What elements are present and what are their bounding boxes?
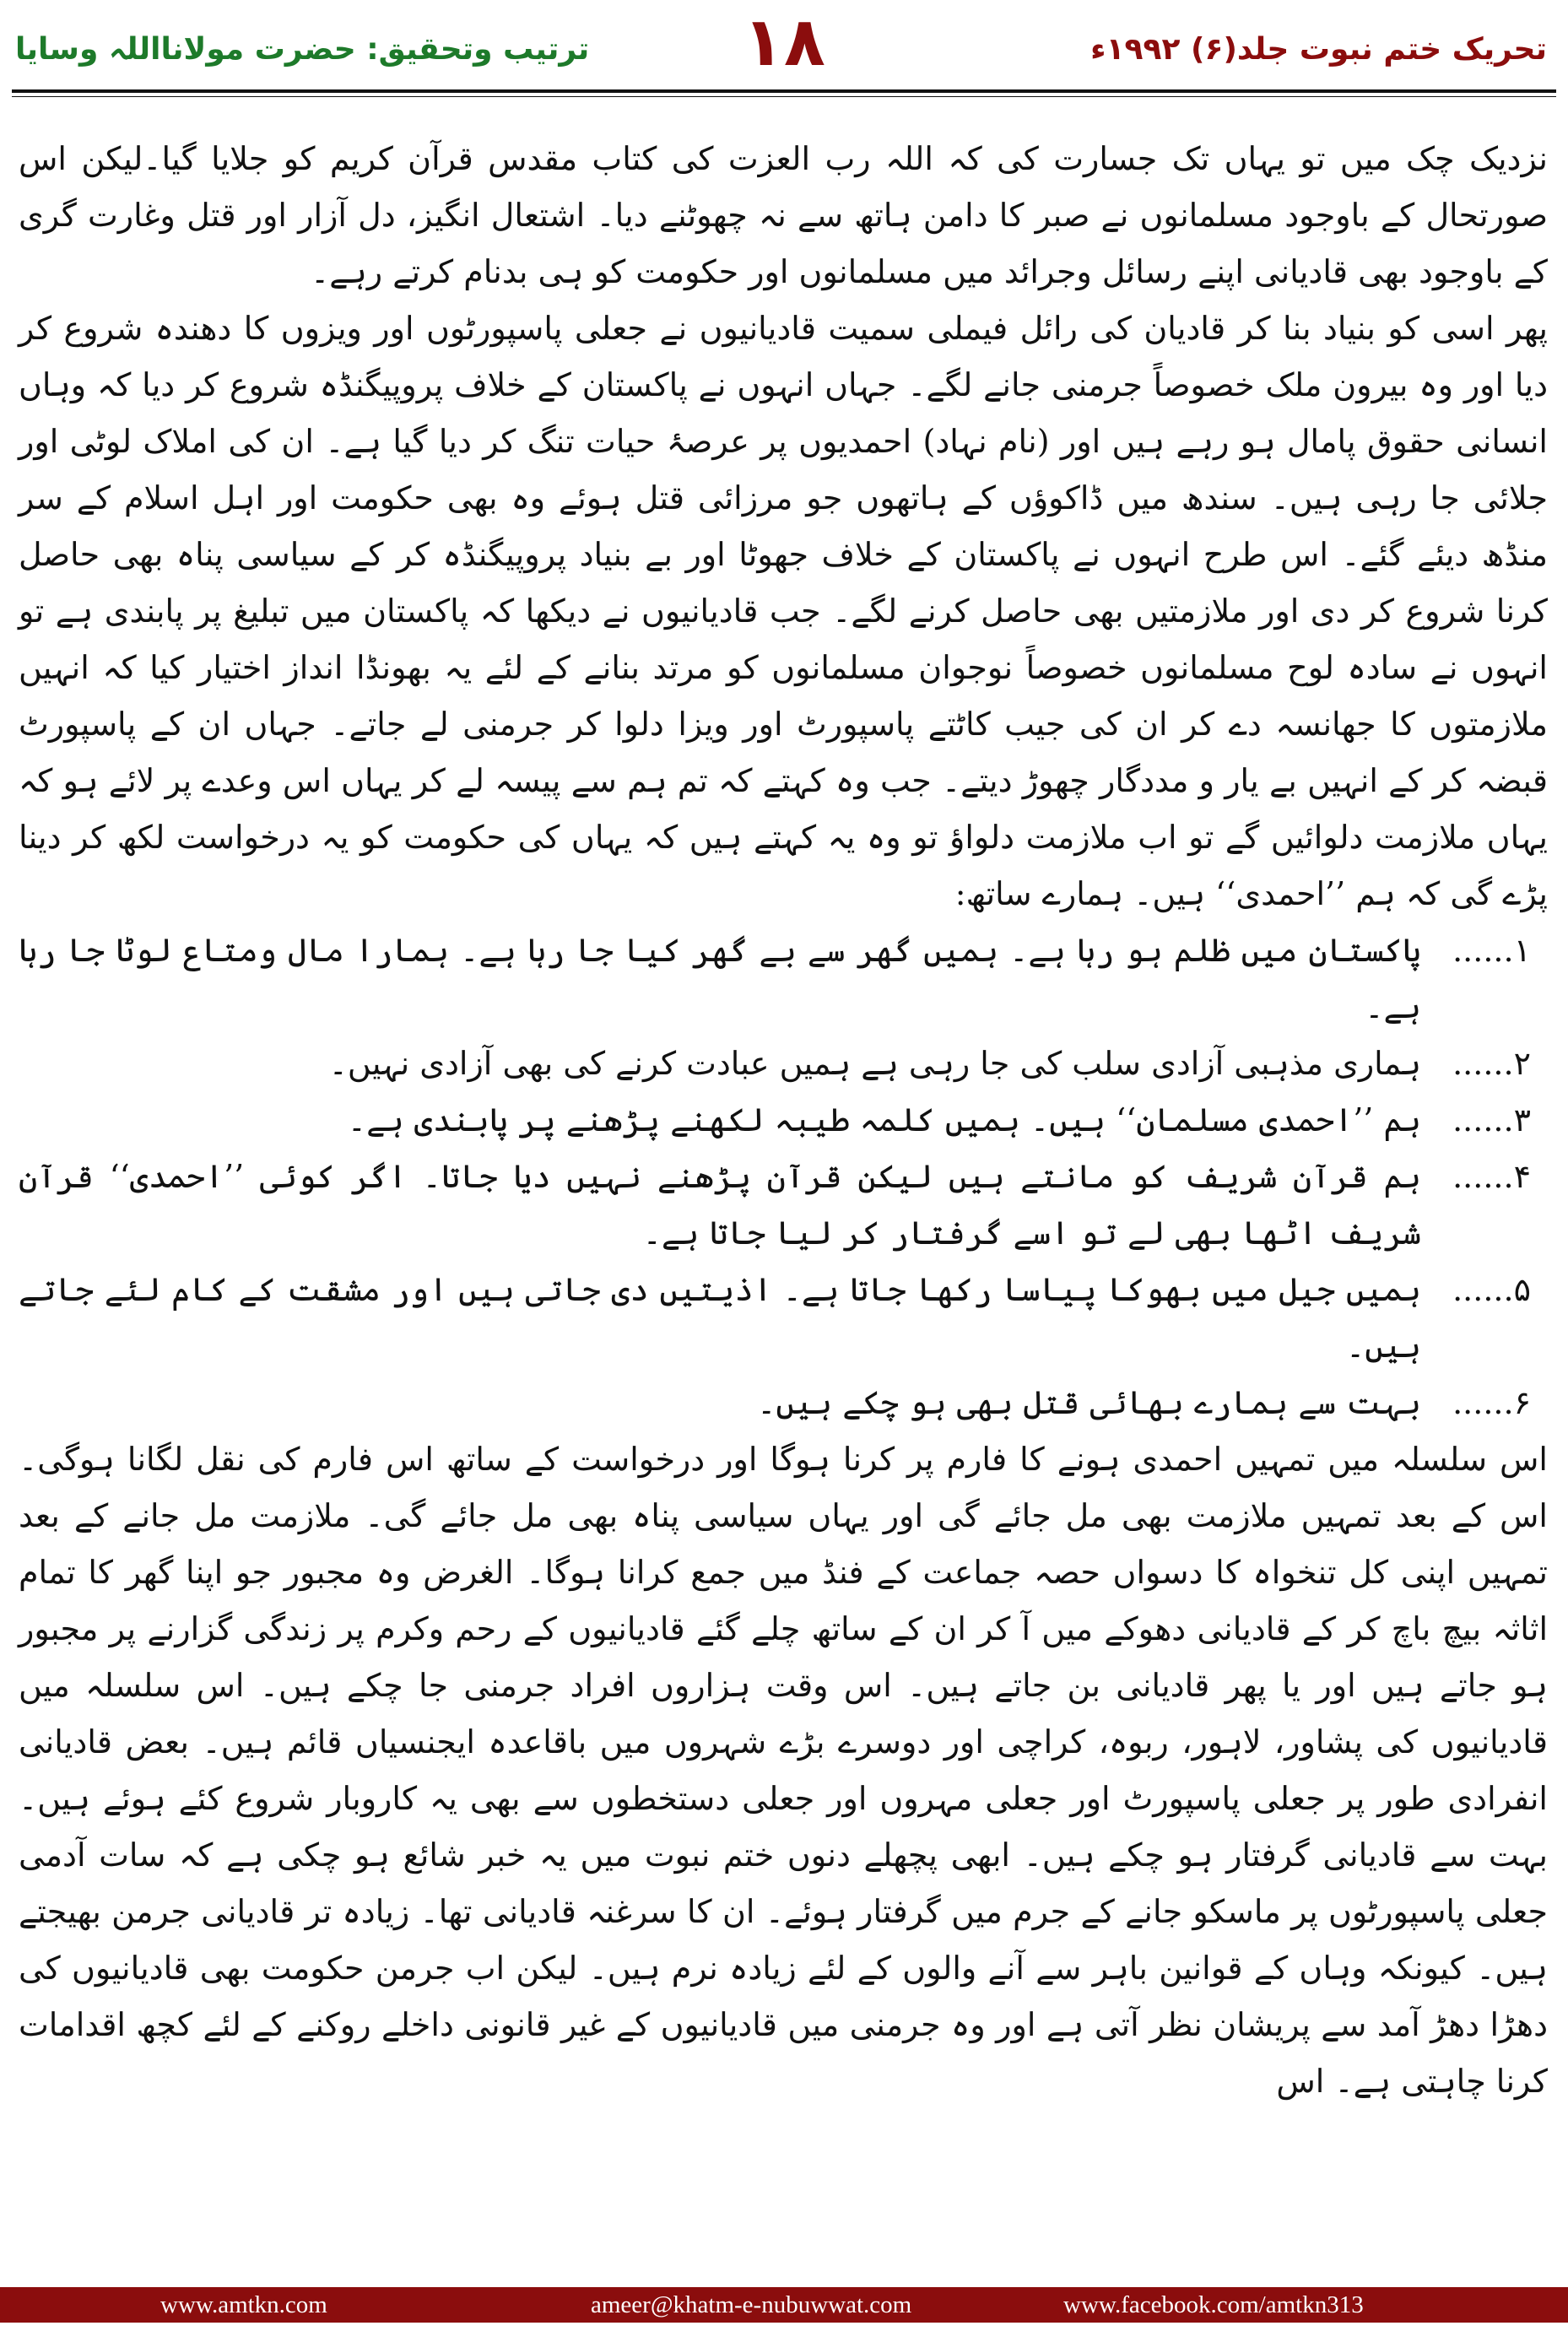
grievance-list — [19, 922, 1548, 1431]
website-link[interactable]: www.amtkn.com — [160, 2291, 327, 2318]
list-item — [19, 1036, 1548, 1092]
list-number: ۶...... — [1452, 1384, 1531, 1421]
list-text: ہم ’’احمدی مسلمان‘‘ ہیں۔ ہمیں کلمہ طیبہ لکھنے پڑھنے پر پابندی ہے۔ — [347, 1101, 1421, 1139]
list-number: ۱...... — [1452, 932, 1531, 969]
list-item — [19, 922, 1548, 1036]
editor-credit: ترتیب وتحقیق: حضرت مولانااللہ وسایا — [15, 32, 590, 67]
list-number: ۵...... — [1452, 1271, 1531, 1308]
list-text: بہت سے ہمارے بھائی قتل بھی ہو چکے ہیں۔ — [757, 1384, 1421, 1421]
page-body — [19, 131, 1548, 2110]
paragraph: پھر اسی کو بنیاد بنا کر قادیان کی رائل فیملی سمیت قادیانیوں نے جعلی پاسپورٹوں اور ویزوں کا دھندہ شروع کر دیا اور وہ بیرون ملک خصوصاً جرمنی جانے لگے۔ جہاں انہوں نے پاکستان کے خلاف پروپیگنڈہ شروع کر دیا کہ وہاں انسانی حقوق پامال ہو رہے ہیں اور (نام نہاد) احمدیوں پر عرصۂ حیات تنگ کر دیا گیا ہے۔ ان کی املاک لوٹی اور جلائی جا رہی ہیں۔ سندھ میں ڈاکوؤں کے ہاتھوں جو مرزائی قتل ہوئے وہ بھی حکومت اور اہل اسلام کے سر منڈھ دیئے گئے۔ اس طرح انہوں نے پاکستان کے خلاف جھوٹا اور بے بنیاد پروپیگنڈہ کر کے سیاسی پناہ بھی حاصل کرنا شروع کر دی اور ملازمتیں بھی حاصل کرنے لگے۔ جب قادیانیوں نے دیکھا کہ پاکستان میں تبلیغ پر پابندی ہے تو انہوں نے سادہ لوح مسلمانوں خصوصاً نوجوان مسلمانوں کو مرتد بنانے کے لئے یہ بھونڈا انداز اختیار کیا کہ انہیں ملازمتوں کا جھانسہ دے کر ان کی جیب کاٹتے پاسپورٹ اور ویزا دلوا کر جرمنی لے جاتے۔ جہاں ان کے پاسپورٹ قبضہ کر کے انہیں بے یار و مددگار چھوڑ دیتے۔ جب وہ کہتے کہ تم ہم سے پیسہ لے کر یہاں اس وعدے پر لائے ہو کہ یہاں ملازمت دلوائیں گے تو اب ملازمت دلواؤ تو وہ یہ کہتے ہیں کہ یہاں کی حکومت کو یہ درخواست لکھ کر دینا پڑے گی کہ ہم ’’احمدی‘‘ ہیں۔ ہمارے ساتھ: — [19, 310, 1548, 912]
header-divider — [12, 89, 1556, 93]
paragraph: نزدیک چک میں تو یہاں تک جسارت کی کہ اللہ رب العزت کی کتاب مقدس قرآن کریم کو جلایا گیا۔لیکن اس صورتحال کے باوجود مسلمانوں نے صبر کا دامن ہاتھ سے نہ چھوٹنے دیا۔ اشتعال انگیز، دل آزار اور قتل وغارت گری کے باوجود بھی قادیانی اپنے رسائل وجرائد میں مسلمانوں اور حکومت کو ہی بدنام کرتے رہے۔ — [19, 140, 1548, 290]
list-item — [19, 1375, 1548, 1431]
list-item — [19, 1149, 1548, 1262]
list-text: ہمیں جیل میں بھوکا پیاسا رکھا جاتا ہے۔ اذیتیں دی جاتی ہیں اور مشقت کے کام لئے جاتے ہیں۔ — [19, 1271, 1421, 1365]
email-link[interactable]: ameer@khatm-e-nubuwwat.com — [591, 2291, 912, 2318]
list-item — [19, 1262, 1548, 1375]
list-number: ۲...... — [1452, 1045, 1531, 1082]
page-header — [0, 0, 1568, 127]
book-title: تحریک ختم نبوت جلد(۶) ۱۹۹۲ء — [1090, 32, 1547, 67]
closing-paragraph: اس سلسلہ میں تمہیں احمدی ہونے کا فارم پر کرنا ہوگا اور درخواست کے ساتھ اس فارم کی نقل لگانا ہوگی۔ اس کے بعد تمہیں ملازمت بھی مل جائے گی اور یہاں سیاسی پناہ بھی مل جائے گی۔ ملازمت مل جانے کے بعد تمہیں اپنی کل تنخواہ کا دسواں حصہ جماعت کے فنڈ میں جمع کرانا ہوگا۔ الغرض وہ مجبور جو اپنا گھر کا تمام اثاثہ بیچ باچ کر کے قادیانی دھوکے میں آ کر ان کے ساتھ چلے گئے قادیانیوں کے رحم وکرم پر زندگی گزارنے پر مجبور ہو جاتے ہیں اور یا پھر قادیانی بن جاتے ہیں۔ اس وقت ہزاروں افراد جرمنی جا چکے ہیں۔ اس سلسلہ میں قادیانیوں کی پشاور، لاہور، ربوہ، کراچی اور دوسرے بڑے شہروں میں باقاعدہ ایجنسیاں قائم ہیں۔ بعض قادیانی انفرادی طور پر جعلی پاسپورٹ اور جعلی مہروں اور جعلی دستخطوں سے بھی یہ کاروبار شروع کئے ہوئے ہیں۔ بہت سے قادیانی گرفتار ہو چکے ہیں۔ ابھی پچھلے دنوں ختم نبوت میں یہ خبر شائع ہو چکی ہے کہ سات آدمی جعلی پاسپورٹوں پر ماسکو جانے کے جرم میں گرفتار ہوئے۔ ان کا سرغنہ قادیانی تھا۔ زیادہ تر قادیانی جرمن بھیجتے ہیں۔ کیونکہ وہاں کے قوانین باہر سے آنے والوں کے لئے زیادہ نرم ہیں۔ لیکن اب جرمن حکومت بھی قادیانیوں کی دھڑا دھڑ آمد سے پریشان نظر آتی ہے اور وہ جرمنی میں قادیانیوں کے غیر قانونی داخلے روکنے کے لئے کچھ اقدامات کرنا چاہتی ہے۔ اس — [19, 1441, 1548, 2100]
page-footer — [0, 2287, 1568, 2323]
header-divider-thin — [12, 96, 1556, 97]
list-number: ۴...... — [1452, 1158, 1531, 1195]
list-text: ہم قرآن شریف کو مانتے ہیں لیکن قرآن پڑھنے نہیں دیا جاتا۔ اگر کوئی ’’احمدی‘‘ قرآن شریف اٹھا بھی لے تو اسے گرفتار کر لیا جاتا ہے۔ — [19, 1158, 1421, 1252]
facebook-link[interactable]: www.facebook.com/amtkn313 — [1063, 2291, 1364, 2318]
list-text: پاکستان میں ظلم ہو رہا ہے۔ ہمیں گھر سے بے گھر کیا جا رہا ہے۔ ہمارا مال ومتاع لوٹا جا رہا ہے۔ — [19, 932, 1421, 1025]
list-number: ۳...... — [1452, 1101, 1531, 1139]
page-number: ۱۸ — [743, 3, 825, 81]
list-text: ہماری مذہبی آزادی سلب کی جا رہی ہے ہمیں عبادت کرنے کی بھی آزادی نہیں۔ — [328, 1045, 1421, 1082]
list-item — [19, 1092, 1548, 1149]
